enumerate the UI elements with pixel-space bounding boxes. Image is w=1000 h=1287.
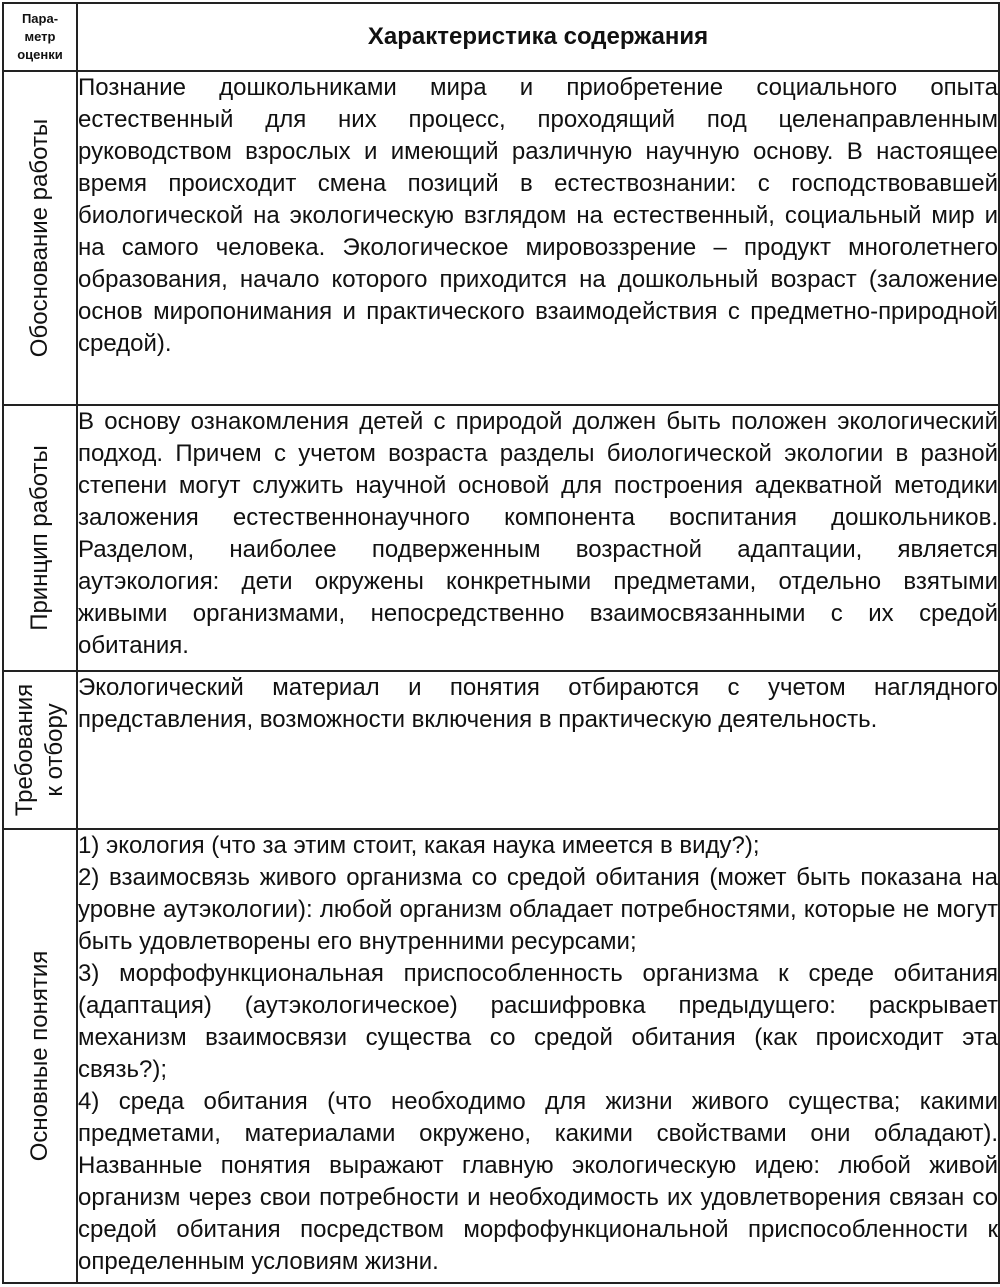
paragraph: 1) экология (что за этим стоит, какая наука имеется в виду?);	[78, 832, 760, 859]
row-label	[10, 684, 70, 816]
header-row	[3, 3, 999, 71]
parameter-header-line: метр	[24, 29, 56, 44]
content-header: Характеристика содержания	[77, 3, 999, 71]
parameter-header-line: оценки	[17, 47, 63, 62]
row-label: Принцип работы	[26, 445, 53, 631]
paragraph: В основу ознакомления детей с природой должен быть положен экологический подход. Причем с учетом возраста разделы биологической экологии в разной степени могут служить научной основой для построения адекватной методики заложения естественнонаучного компонента воспитания дошкольников. Разделом, наиболее подверженным возрастной адаптации, является аутэкология: дети окружены конкретными предметами, отдельно взятыми живыми организмами, непосредственно взаимосвязанными с их средой обитания.	[78, 408, 998, 659]
row-principle	[3, 405, 999, 671]
paragraph: Познание дошкольниками мира и приобретение социального опыта естественный для них процесс, проходящий под целенаправленным руководством взрослых и имеющий различную научную основу. В настоящее время происходит смена позиций в естествознании: с господствовавшей биологической на экологическую взглядом на естественный, социальный мир и на самого человека. Экологическое мировоззрение – продукт многолетнего образования, начало которого приходится на дошкольный возраст (заложение основ миропонимания и практического взаимодействия с предметно-природной средой).	[78, 74, 998, 357]
row-label-cell	[3, 671, 77, 829]
row-content	[77, 671, 999, 829]
row-content	[77, 829, 999, 1283]
row-label: Основные понятия	[26, 950, 53, 1162]
row-requirements	[3, 671, 999, 829]
row-label-cell	[3, 829, 77, 1283]
row-label-cell	[3, 405, 77, 671]
row-label-line: к отбору	[41, 703, 68, 797]
parameter-header-line: Пара-	[21, 11, 59, 26]
row-concepts	[3, 829, 999, 1283]
characteristics-table	[2, 2, 1000, 1284]
paragraph: Экологический материал и понятия отбираются с учетом наглядного представления, возможности включения в практическую деятельность.	[78, 674, 998, 733]
paragraph: 2) взаимосвязь живого организма со средой обитания (может быть показана на уровне аутэкологии): любой организм обладает потребностями, которые не могут быть удовлетворены его внутренними ресурсами;	[78, 864, 998, 955]
row-content	[77, 405, 999, 671]
paragraph: 4) среда обитания (что необходимо для жизни живого существа; какими предметами, материалами окружено, какими свойствами они обладают). Названные понятия выражают главную экологическую идею: любой живой организм через свои потребности и необходимость их удовлетворения связан со средой обитания посредством морфофункциональной приспособленности к определенным условиям жизни.	[78, 1088, 998, 1275]
parameter-header	[3, 3, 77, 71]
row-label-line: Требования	[11, 683, 38, 817]
paragraph: 3) морфофункциональная приспособленность организма к среде обитания (адаптация) (аутэкологическое) расшифровка предыдущего: раскрывает механизм взаимосвязи существа со средой обитания (как происходит эта связь?);	[78, 960, 998, 1083]
row-content	[77, 71, 999, 405]
row-label-cell	[3, 71, 77, 405]
row-justification	[3, 71, 999, 405]
row-label: Обоснование работы	[26, 118, 53, 358]
